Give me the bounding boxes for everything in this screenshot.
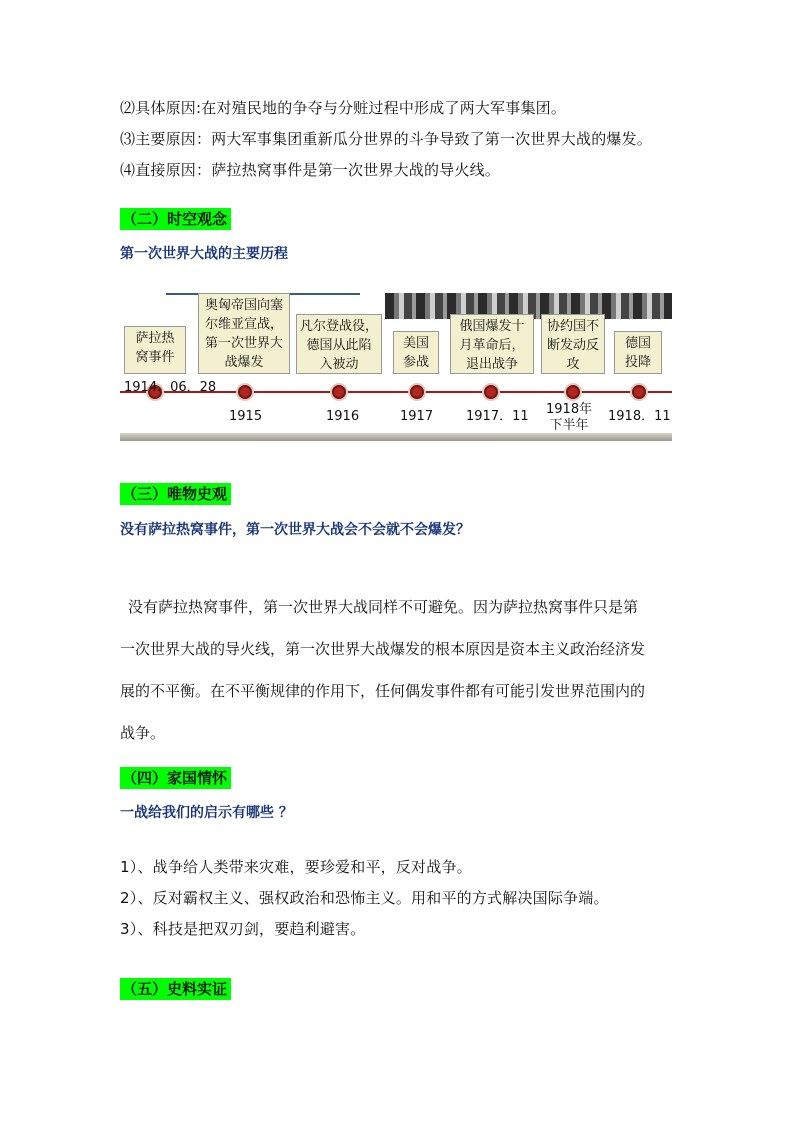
answer-line: 展的不平衡。在不平衡规律的作用下，任何偶发事件都有可能引发世界范围内的 — [120, 682, 646, 700]
answer-paragraph — [120, 586, 680, 754]
cause-line-3: ⑶主要原因：两大军事集团重新瓜分世界的斗争导致了第一次世界大战的爆发。 — [120, 130, 653, 148]
section-heading-evidence: （五）史料实证 — [120, 978, 231, 1000]
date-1916: 1916 — [326, 409, 360, 424]
event-germany-surrenders: 德国 投降 — [614, 331, 662, 374]
date-1914: 1914．06．28 — [124, 380, 217, 395]
event-war-declared: 奥匈帝国向塞 尔维亚宣战， 第一次世界大 战爆发 — [198, 293, 290, 374]
date-1918-11: 1918．11 — [608, 409, 671, 424]
timeline-dot-1918-h2 — [566, 385, 580, 399]
answer-line: 一次世界大战的导火线，第一次世界大战爆发的根本原因是资本主义政治经济发 — [120, 640, 646, 658]
section-heading-materialism: （三）唯物史观 — [120, 483, 231, 505]
cause-line-4: ⑷直接原因：萨拉热窝事件是第一次世界大战的导火线。 — [120, 161, 501, 179]
event-entente-offensive: 协约国不 断发动反 攻 — [541, 314, 605, 374]
event-sarajevo: 萨拉热 窝事件 — [124, 326, 186, 374]
date-1918-h2: 1918年 下半年 — [546, 402, 593, 433]
timeline-dot-1917 — [410, 385, 424, 399]
question-lessons: 一战给我们的启示有哪些 ？ — [120, 805, 293, 821]
lesson-item-3: 3）、科技是把双刃剑，要趋利避害。 — [120, 920, 366, 938]
cause-line-2: ⑵具体原因:在对殖民地的争夺与分赃过程中形成了两大军事集团。 — [120, 99, 567, 117]
lesson-item-1: 1）、战争给人类带来灾难，要珍爱和平，反对战争。 — [120, 858, 472, 876]
lesson-item-2: 2）、反对霸权主义、强权政治和恐怖主义。用和平的方式解决国际争端。 — [120, 889, 609, 907]
answer-line: 没有萨拉热窝事件，第一次世界大战同样不可避免。因为萨拉热窝事件只是第 — [128, 598, 639, 616]
event-russia-exits: 俄国爆发十 月革命后， 退出战争 — [450, 314, 534, 374]
timeline-dot-1915 — [238, 385, 252, 399]
date-1917-11: 1917．11 — [466, 409, 529, 424]
timeline-dot-1916 — [332, 385, 346, 399]
section-heading-spacetime: （二）时空观念 — [120, 208, 231, 230]
date-1917: 1917 — [400, 409, 434, 424]
timeline-dot-1918-11 — [632, 385, 646, 399]
event-usa-joins: 美国 参战 — [393, 331, 439, 374]
timeline-dot-1917-11 — [484, 385, 498, 399]
date-1915: 1915 — [229, 409, 263, 424]
section-heading-patriotism: （四）家国情怀 — [120, 767, 231, 789]
question-sarajevo: 没有萨拉热窝事件，第一次世界大战会不会就不会爆发？ — [120, 522, 470, 538]
event-verdun: 凡尔登战役， 德国从此陷 入被动 — [296, 314, 382, 374]
figure-floor — [120, 433, 672, 441]
timeline-figure — [120, 293, 672, 441]
answer-line: 战争。 — [120, 724, 166, 742]
timeline-title: 第一次世界大战的主要历程 — [120, 246, 288, 262]
